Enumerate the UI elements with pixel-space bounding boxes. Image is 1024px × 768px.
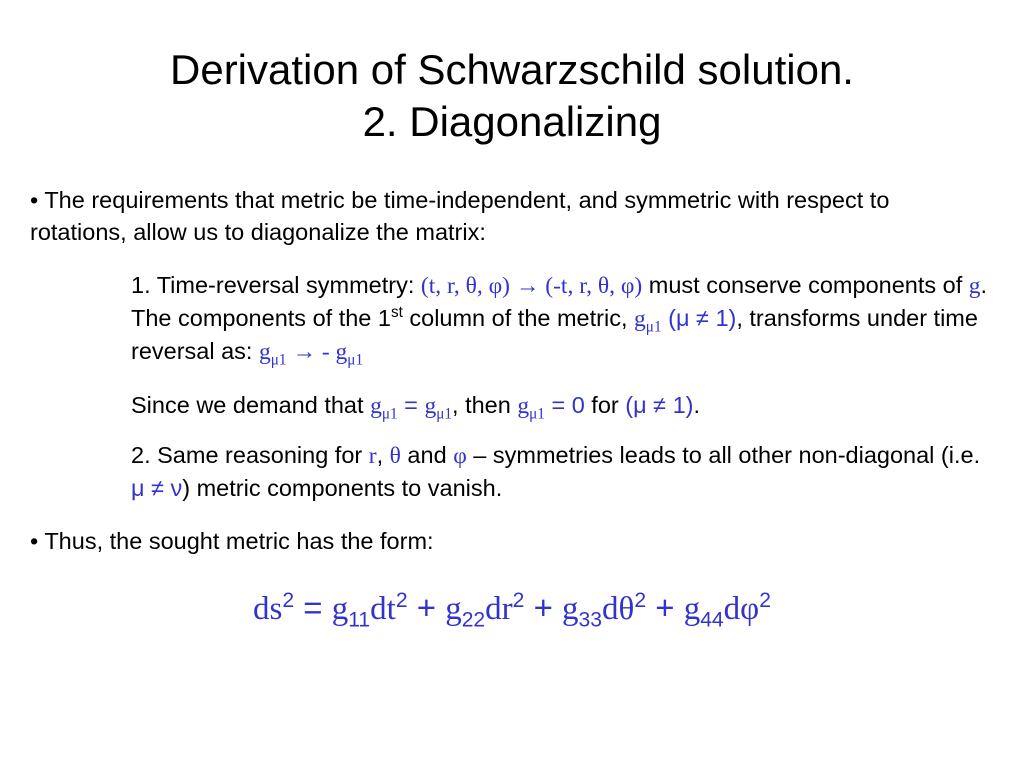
metric-formula: [0, 586, 1024, 631]
bullet-conclusion: • Thus, the sought metric has the form:: [30, 528, 434, 554]
equality-expression: [370, 392, 453, 423]
item1-prefix: 1. Time-reversal symmetry:: [131, 272, 421, 298]
item1-text5: , transforms under time reversal as:: [131, 305, 978, 364]
theta-symbol: θ: [389, 443, 401, 469]
plus-sign: +: [646, 589, 684, 626]
title-line-1: Derivation of Schwarzschild solution.: [170, 46, 854, 93]
since-for: for: [584, 392, 626, 418]
title-line-2: 2. Diagonalizing: [362, 98, 662, 145]
ordinal-suffix: st: [390, 304, 403, 322]
dr-term: dr: [485, 591, 513, 627]
superscript: 2: [395, 589, 408, 612]
mu-condition: (μ ≠ 1): [625, 392, 694, 418]
item-same-reasoning: [131, 439, 991, 504]
component-g-mu1: [634, 305, 662, 336]
superscript: 2: [512, 589, 525, 612]
g-subscript: μ1: [347, 351, 364, 369]
g-subscript: μ1: [645, 318, 662, 336]
item1-text4: column of the metric,: [402, 305, 635, 331]
time-reversal-transform: (t, r, θ, φ) → (-t, r, θ, φ): [420, 273, 643, 299]
slide-title: [0, 44, 1024, 148]
item2-prefix: 2. Same reasoning for: [131, 442, 369, 468]
since-prefix: Since we demand that: [131, 392, 371, 418]
subscript: 11: [348, 608, 371, 632]
dtheta-term: dθ: [602, 591, 635, 627]
g-symbol: g: [259, 339, 271, 365]
item2-text2: – symmetries leads to all other non-diagonal (i.e.: [466, 442, 981, 468]
ds-term: ds: [253, 591, 283, 627]
g-subscript: μ1: [270, 351, 287, 369]
item-since: [131, 389, 991, 422]
plus-sign: +: [407, 589, 446, 626]
reversal-rule: [259, 339, 364, 369]
g-subscript: μ1: [436, 405, 453, 423]
item-time-reversal: [131, 269, 991, 368]
dphi-term: dφ: [723, 591, 760, 627]
superscript: 2: [759, 589, 771, 612]
g-symbol: g: [562, 591, 579, 627]
item2-text3: ) metric components to vanish.: [182, 475, 503, 501]
subscript: 44: [700, 608, 724, 632]
mu-neq-nu: μ ≠ ν: [131, 475, 183, 501]
since-end: .: [693, 392, 701, 418]
item1-text2: must conserve components of: [642, 272, 969, 298]
plus-sign: +: [524, 589, 563, 626]
reversal-arrow: → -: [286, 339, 336, 365]
g-symbol: g: [331, 591, 349, 627]
superscript: 2: [282, 589, 295, 612]
g-subscript: μ1: [529, 405, 545, 423]
item2-and: and: [400, 442, 454, 468]
subscript: 22: [461, 608, 486, 632]
g-symbol: g: [517, 393, 530, 419]
g-symbol: g: [683, 591, 701, 627]
item1-text3: . The components of the 1: [131, 272, 988, 331]
mu-condition: (μ ≠ 1): [661, 305, 737, 331]
g-symbol: g: [335, 339, 348, 365]
g-symbol: g: [370, 393, 382, 419]
g-subscript: μ1: [381, 405, 398, 423]
equals-sign: =: [397, 392, 425, 418]
dt-term: dt: [370, 591, 396, 627]
superscript: 2: [634, 589, 647, 612]
item2-comma: ,: [376, 442, 390, 468]
phi-symbol: φ: [453, 443, 467, 469]
zero-expression: [517, 392, 585, 423]
r-symbol: r: [368, 443, 377, 469]
equals-sign: =: [294, 589, 332, 626]
subscript: 33: [578, 608, 603, 632]
equals-zero: = 0: [544, 392, 585, 418]
g-symbol: g: [445, 591, 462, 627]
g-symbol: g: [634, 306, 646, 332]
g-symbol: g: [424, 393, 437, 419]
bullet-requirements: • The requirements that metric be time-independent, and symmetric with respect to rotations, allow us to diagonalize the matrix:: [30, 187, 890, 245]
metric-symbol: g: [968, 273, 981, 299]
since-then: , then: [452, 392, 518, 418]
